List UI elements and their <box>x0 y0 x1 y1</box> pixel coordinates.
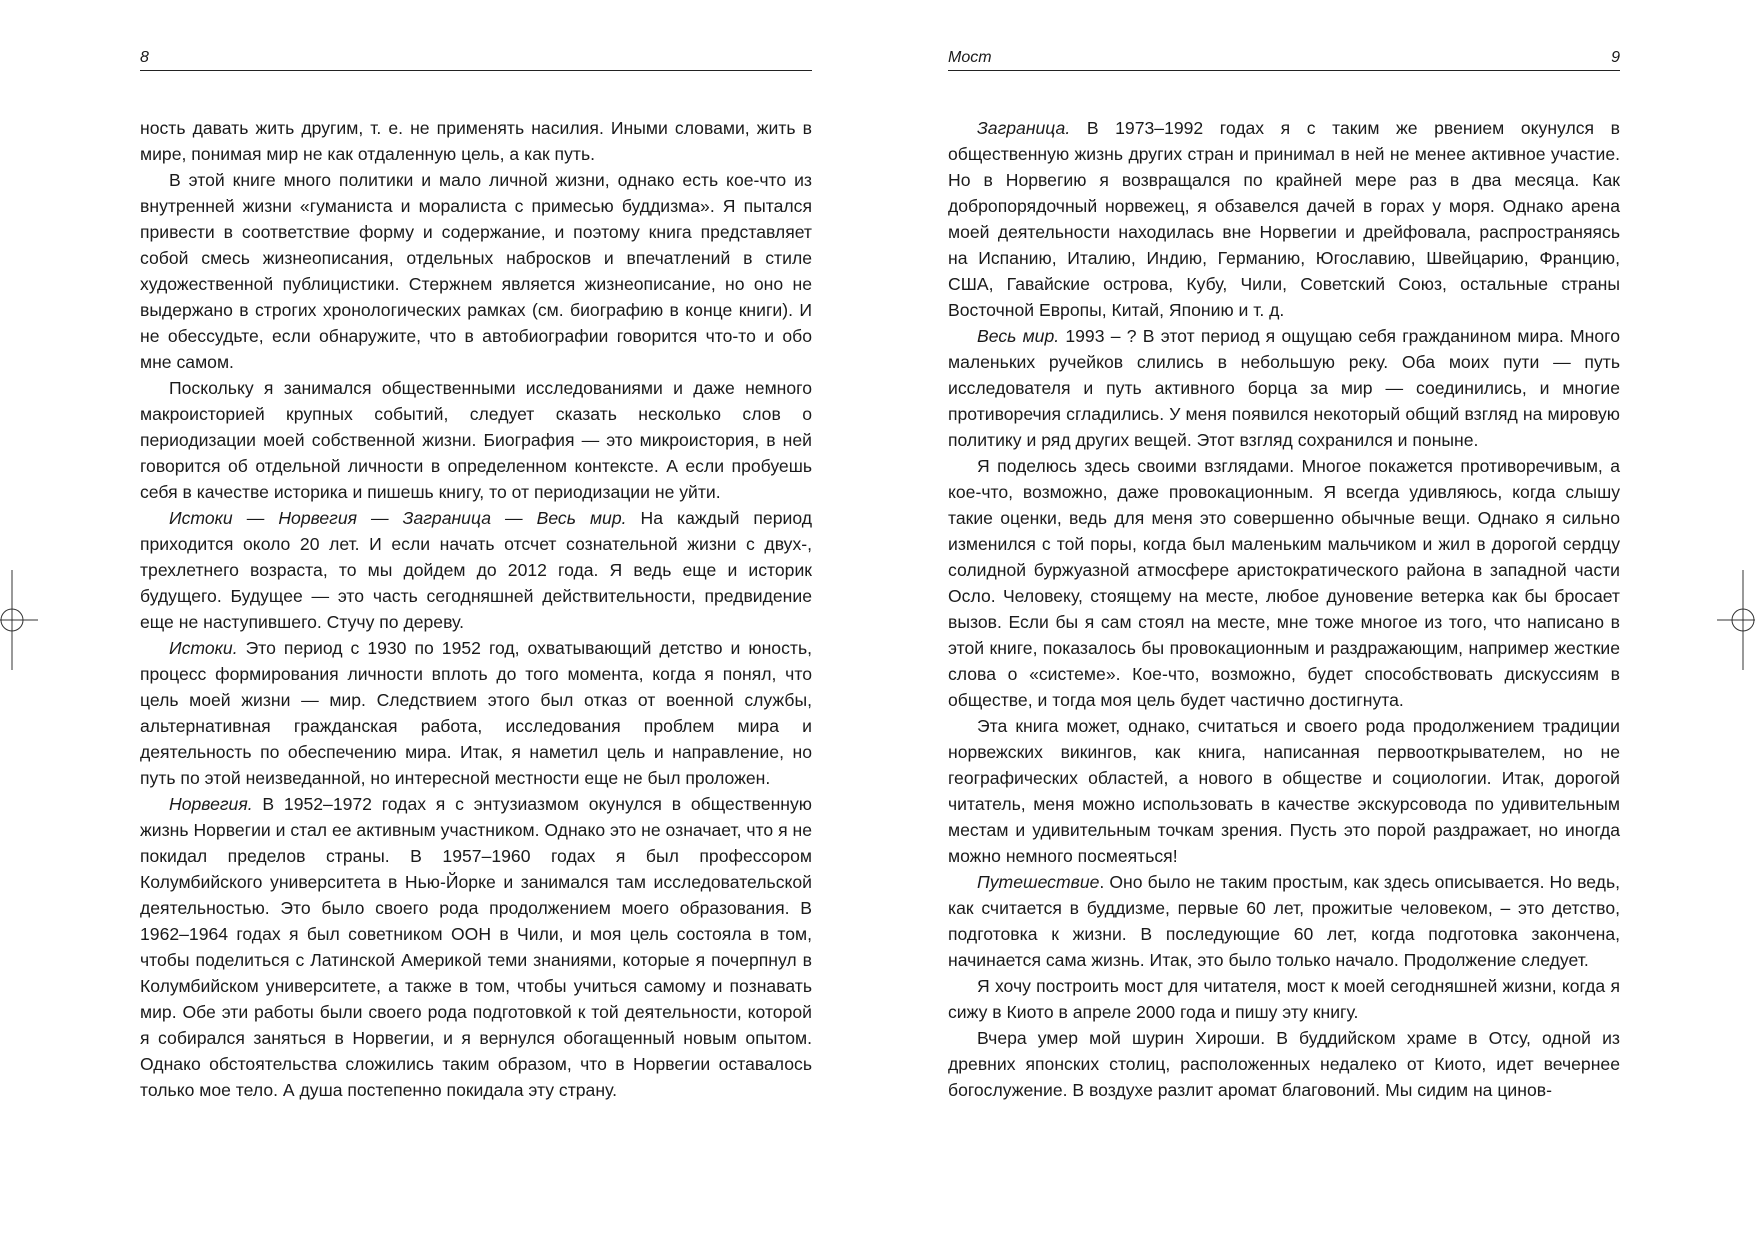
left-page-body <box>140 115 812 1103</box>
running-title: Мост <box>948 49 992 66</box>
paragraph: Я хочу построить мост для читателя, мост к моей сегодняшней жизни, когда я сижу в Киото в апреле 2000 года и пишу эту книгу. <box>948 976 1620 1022</box>
paragraph: В этой книге много политики и мало личной жизни, однако есть кое-что из внутренней жизни «гуманиста и моралиста с примесью буддизма». Я пытался привести в соответствие форму и содержание, и поэтому книга представляет собой смесь жизнеописания, отдельных набросков и впечатлений в стиле художественной публицистики. Стержнем является жизнеописание, но оно не выдержано в строгих хронологических рамках (см. биографию в конце книги). И не обессудьте, если обнаружите, что в автобиографии говорится что-то и обо мне самом. <box>140 170 812 372</box>
left-page-header <box>140 0 812 72</box>
paragraph: Путешествие. Оно было не таким простым, как здесь описывается. Но ведь, как считается в буддизме, первые 60 лет, прожитые человеком, – это детство, подготовка к жизни. В последующие 60 лет, когда подготовка закончена, начинается сама жизнь. Итак, это было только начало. Продолжение следует. <box>948 872 1620 970</box>
paragraph: Эта книга может, однако, считаться и своего рода продолжением традиции норвежских викингов, как книга, написанная первооткрывателем, но не географических областей, а нового в обществе и социологии. Итак, дорогой читатель, меня можно использовать в качестве экскурсовода по удивительным местам и удивительным точкам зрения. Пусть это порой раздражает, но иногда можно немного посмеяться! <box>948 716 1620 866</box>
paragraph: Истоки. Это период с 1930 по 1952 год, охватывающий детство и юность, процесс формирования личности вплоть до того момента, когда я понял, что цель моей жизни — мир. Следствием этого был отказ от военной службы, альтернативная гражданская работа, исследования проблем мира и деятельность по обеспечению мира. Итак, я наметил цель и направление, но путь по этой неизведанной, но интересной местности еще не был проложен. <box>140 638 812 788</box>
right-page-body <box>948 115 1620 1103</box>
header-rule <box>948 70 1620 71</box>
paragraph: Весь мир. 1993 – ? В этот период я ощущаю себя гражданином мира. Много маленьких ручейков слились в небольшую реку. Оба моих пути — путь исследователя и путь активного борца за мир — соединились, и многие противоречия сгладились. У меня появился некоторый общий взгляд на мировую политику и ряд других вещей. Этот взгляд сохранился и поныне. <box>948 326 1620 450</box>
header-rule <box>140 70 812 71</box>
registration-mark-left-icon <box>0 570 66 670</box>
left-page <box>140 0 812 1100</box>
paragraph: Поскольку я занимался общественными исследованиями и даже немного макроисторией крупных событий, следует сказать несколько слов о периодизации моей собственной жизни. Биография — это микроистория, в ней говорится об отдельной личности в определенном контексте. А если пробуешь себя в качестве историка и пишешь книгу, то от периодизации не уйти. <box>140 378 812 502</box>
paragraph: Норвегия. В 1952–1972 годах я с энтузиазмом окунулся в общественную жизнь Норвегии и стал ее активным участником. Однако это не означает, что я не покидал пределов страны. В 1957–1960 годах я был профессором Колумбийского университета в Нью-Йорке и занимался там исследовательской деятельностью. Это было своего рода продолжением моего образования. В 1962–1964 годах я был советником ООН в Чили, и моя цель состояла в том, чтобы поделиться с Латинской Америкой теми знаниями, которые я почерпнул в Колумбийском университете, а также в том, чтобы учиться самому и познавать мир. Обе эти работы были своего рода подготовкой к той деятельности, которой я собирался заняться в Норвегии, и я вернулся обогащенный новым опытом. Однако обстоятельства сложились таким образом, что в Норвегии оставалось только мое тело. А душа постепенно покидала эту страну. <box>140 794 812 1100</box>
right-page-number: 9 <box>1611 49 1620 66</box>
registration-mark-right-icon <box>1705 570 1755 670</box>
right-page-header <box>948 0 1620 72</box>
paragraph: Вчера умер мой шурин Хироши. В буддийском храме в Отсу, одной из древних японских столиц, расположенных недалеко от Киото, идет вечернее богослужение. В воздухе разлит аромат благовоний. Мы сидим на цинов- <box>948 1028 1620 1100</box>
right-page <box>948 0 1620 1100</box>
paragraph: Заграница. В 1973–1992 годах я с таким же рвением окунулся в общественную жизнь других стран и принимал в ней не менее активное участие. Но в Норвегию я возвращался по крайней мере раз в два месяца. Как добропорядочный норвежец, я обзавелся дачей в горах у моря. Однако арена моей деятельности находилась вне Норвегии и дрейфовала, распространяясь на Испанию, Италию, Индию, Германию, Югославию, Швейцарию, Францию, США, Гавайские острова, Кубу, Чили, Советский Союз, остальные страны Восточной Европы, Китай, Японию и т. д. <box>948 118 1620 320</box>
paragraph: ность давать жить другим, т. е. не применять насилия. Иными словами, жить в мире, понимая мир не как отдаленную цель, а как путь. <box>140 118 812 164</box>
left-page-number: 8 <box>140 49 149 66</box>
paragraph: Я поделюсь здесь своими взглядами. Многое покажется противоречивым, а кое-что, возможно, даже провокационным. Я всегда удивляюсь, когда слышу такие оценки, ведь для меня это совершенно обычные вещи. Однако я сильно изменился с той поры, когда был маленьким мальчиком и жил в дорогой сердцу солидной буржуазной атмосфере аристократического района в западной части Осло. Человеку, стоящему на месте, любое дуновение ветерка как бы бросает вызов. Если бы я сам стоял на месте, мне тоже многое из того, что написано в этой книге, показалось бы провокационным и раздражающим, например жесткие слова о «системе». Кое-что, возможно, будет способствовать дискуссиям в обществе, и тогда моя цель будет частично достигнута. <box>948 456 1620 710</box>
paragraph: Истоки — Норвегия — Заграница — Весь мир. На каждый период приходится около 20 лет. И если начать отсчет сознательной жизни с двух-, трехлетнего возраста, то мы дойдем до 2012 года. Я ведь еще и историк будущего. Будущее — это часть сегодняшней действительности, предвидение еще не наступившего. Стучу по дереву. <box>140 508 812 632</box>
